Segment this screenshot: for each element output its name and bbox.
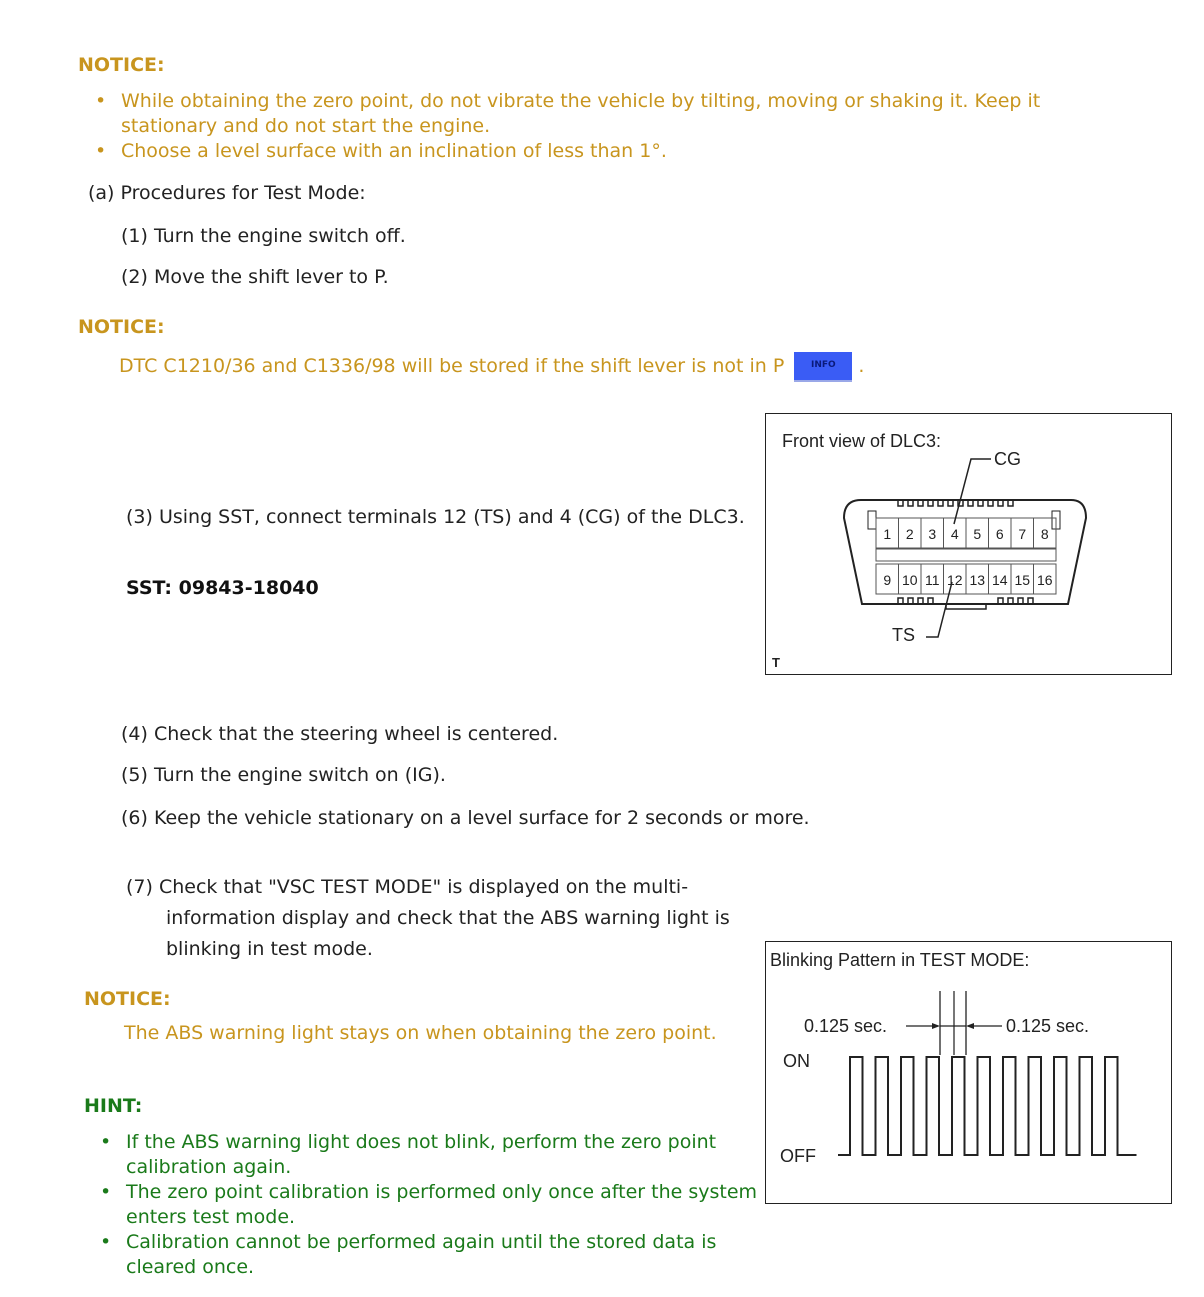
ts-label: TS bbox=[892, 625, 916, 645]
notice-item: • Choose a level surface with an inclination of less than 1°. bbox=[79, 139, 1129, 164]
step-4: (4) Check that the steering wheel is centered. bbox=[121, 723, 559, 745]
off-label: OFF bbox=[780, 1146, 816, 1166]
pin-number: 4 bbox=[950, 526, 959, 542]
hint-item: • The zero point calibration is performed only once after the system enters test mode. bbox=[84, 1180, 764, 1230]
step-6: (6) Keep the vehicle stationary on a level surface for 2 seconds or more. bbox=[121, 807, 810, 829]
pin-number: 14 bbox=[991, 572, 1008, 588]
hint-item: • Calibration cannot be performed again until the stored data is cleared once. bbox=[84, 1230, 764, 1280]
hint-heading: HINT: bbox=[84, 1095, 143, 1117]
blink-title: Blinking Pattern in TEST MODE: bbox=[770, 950, 1030, 970]
dlc3-title: Front view of DLC3: bbox=[782, 431, 942, 451]
notice-text bbox=[119, 350, 864, 382]
pulse-train bbox=[838, 1057, 1137, 1155]
pin-number: 1 bbox=[883, 526, 892, 542]
procedure-heading: (a) Procedures for Test Mode: bbox=[88, 182, 366, 204]
dlc3-diagram bbox=[766, 414, 1171, 674]
pin-number: 13 bbox=[969, 572, 986, 588]
left-duration-label: 0.125 sec. bbox=[804, 1016, 888, 1036]
pin-number: 9 bbox=[883, 572, 892, 588]
step-7: (7) Check that "VSC TEST MODE" is displayed on the multi-information display and check that the ABS warning light is blinking in test mode. bbox=[126, 876, 730, 960]
left-arrowhead bbox=[932, 1023, 940, 1029]
bottom-pin-row bbox=[876, 564, 1056, 594]
notice-heading: NOTICE: bbox=[78, 54, 165, 76]
hint-item: • If the ABS warning light does not blink, perform the zero point calibration again. bbox=[84, 1130, 764, 1180]
pin-number: 16 bbox=[1036, 572, 1053, 588]
notice-item: • While obtaining the zero point, do not vibrate the vehicle by tilting, moving or shaking it. Keep it stationary and do not start the engine. bbox=[79, 89, 1129, 139]
info-button[interactable]: INFO bbox=[794, 352, 852, 382]
cg-label: CG bbox=[994, 449, 1021, 469]
step-1: (1) Turn the engine switch off. bbox=[121, 225, 406, 247]
notice-text: The ABS warning light stays on when obtaining the zero point. bbox=[124, 1022, 717, 1044]
notice-text-period: . bbox=[858, 355, 865, 377]
right-duration-label: 0.125 sec. bbox=[1006, 1016, 1090, 1036]
notice-list bbox=[79, 89, 1129, 164]
pin-number: 11 bbox=[924, 572, 940, 588]
left-tab bbox=[868, 511, 876, 529]
notice-heading: NOTICE: bbox=[84, 988, 171, 1010]
pin-number: 7 bbox=[1018, 526, 1027, 542]
step-3: (3) Using SST, connect terminals 12 (TS) and 4 (CG) of the DLC3. bbox=[126, 506, 745, 528]
dlc3-figure bbox=[765, 413, 1172, 675]
sst-number: SST: 09843-18040 bbox=[126, 577, 319, 599]
hint-list bbox=[84, 1130, 764, 1280]
pin-number: 2 bbox=[905, 526, 914, 542]
pin-number: 15 bbox=[1014, 572, 1031, 588]
cg-leader bbox=[954, 459, 991, 524]
center-bar bbox=[876, 549, 1056, 561]
pin-number: 6 bbox=[995, 526, 1004, 542]
notice-text-body: DTC C1210/36 and C1336/98 will be stored if the shift lever is not in P bbox=[119, 355, 785, 377]
step-5: (5) Turn the engine switch on (IG). bbox=[121, 764, 446, 786]
blink-pattern-diagram bbox=[766, 942, 1171, 1203]
pin-number: 10 bbox=[901, 572, 918, 588]
on-label: ON bbox=[783, 1051, 810, 1071]
corner-mark: T bbox=[772, 655, 780, 670]
pin-number: 8 bbox=[1040, 526, 1049, 542]
pin-number: 12 bbox=[946, 572, 963, 588]
pulse-waveform bbox=[838, 1057, 1137, 1155]
blink-pattern-figure bbox=[765, 941, 1172, 1204]
connector-outline bbox=[844, 500, 1086, 604]
right-arrowhead bbox=[966, 1023, 974, 1029]
pin-number: 3 bbox=[928, 526, 937, 542]
step-2: (2) Move the shift lever to P. bbox=[121, 266, 389, 288]
pin-number: 5 bbox=[973, 526, 982, 542]
notice-heading: NOTICE: bbox=[78, 316, 165, 338]
top-pin-row bbox=[876, 518, 1056, 548]
